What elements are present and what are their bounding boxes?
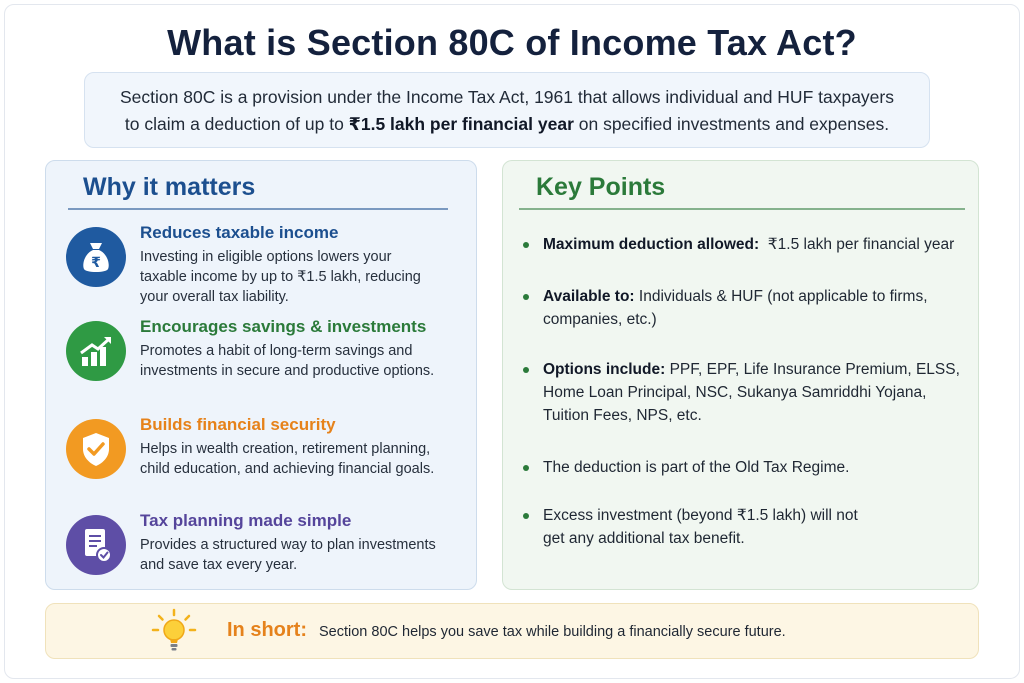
why-it-matters-panel: [45, 160, 477, 590]
key-point-item: [521, 504, 881, 550]
key-point-text: ₹1.5 lakh per financial year: [767, 236, 955, 253]
bullet-icon: [523, 294, 529, 300]
shield-check-icon: [66, 419, 126, 479]
in-short-banner: [45, 603, 979, 659]
why-item-title: Tax planning made simple: [140, 511, 352, 530]
intro-line-2-start: to claim a deduction of up to: [124, 114, 349, 134]
key-point-item: [521, 358, 961, 427]
bullet-icon: [523, 465, 529, 471]
document-check-icon: [66, 515, 126, 575]
page-title: What is Section 80C of Income Tax Act?: [167, 22, 857, 63]
in-short-label: In short:: [227, 619, 307, 641]
intro-line-2: [85, 111, 929, 138]
key-point-text: The deduction is part of the Old Tax Regime.: [543, 459, 850, 476]
why-item-desc: Investing in eligible options lowers your taxable income by up to ₹1.5 lakh, reducing your overall tax liability.: [140, 249, 421, 305]
svg-text:₹: ₹: [91, 255, 101, 271]
key-points-divider: [519, 208, 965, 210]
why-item-title: Reduces taxable income: [140, 223, 339, 242]
key-point-label: Maximum deduction allowed:: [543, 236, 760, 253]
key-point-item: [521, 456, 961, 479]
why-item-title: Builds financial security: [140, 415, 336, 434]
bullet-icon: [523, 513, 529, 519]
key-point-text: PPF, EPF, Life Insurance Premium, ELSS, Home Loan Principal, NSC, Sukanya Samriddhi Yojana, Tuition Fees, NPS, etc.: [543, 361, 960, 424]
why-item-desc: Provides a structured way to plan investments and save tax every year.: [140, 537, 436, 573]
intro-box: [84, 72, 930, 148]
bullet-icon: [523, 242, 529, 248]
intro-highlight: ₹1.5 lakh per financial year: [348, 114, 574, 134]
key-point-label: Options include:: [543, 361, 666, 378]
key-point-item: [521, 285, 951, 331]
lightbulb-icon: [150, 608, 198, 656]
key-points-heading: Key Points: [536, 173, 666, 201]
why-heading: Why it matters: [83, 173, 256, 201]
why-item-desc: Helps in wealth creation, retirement planning, child education, and achieving financial goals.: [140, 441, 435, 477]
key-point-text: Individuals & HUF (not applicable to firms, companies, etc.): [543, 288, 928, 328]
bullet-icon: [523, 367, 529, 373]
why-divider: [68, 208, 448, 210]
why-item-title: Encourages savings & investments: [140, 317, 427, 336]
in-short-text: Section 80C helps you save tax while building a financially secure future.: [319, 624, 786, 640]
money-bag-rupee-icon: [66, 227, 126, 287]
growth-chart-icon: [66, 321, 126, 381]
key-point-text: Excess investment (beyond ₹1.5 lakh) will not get any additional tax benefit.: [543, 507, 858, 547]
key-points-panel: [502, 160, 979, 590]
intro-line-2-end: on specified investments and expenses.: [573, 114, 890, 134]
intro-line-1: Section 80C is a provision under the Income Tax Act, 1961 that allows individual and HUF taxpayers: [120, 87, 894, 107]
key-point-label: Available to:: [543, 288, 635, 305]
why-item-desc: Promotes a habit of long-term savings and investments in secure and productive options.: [140, 343, 435, 379]
key-point-item: [521, 233, 961, 256]
